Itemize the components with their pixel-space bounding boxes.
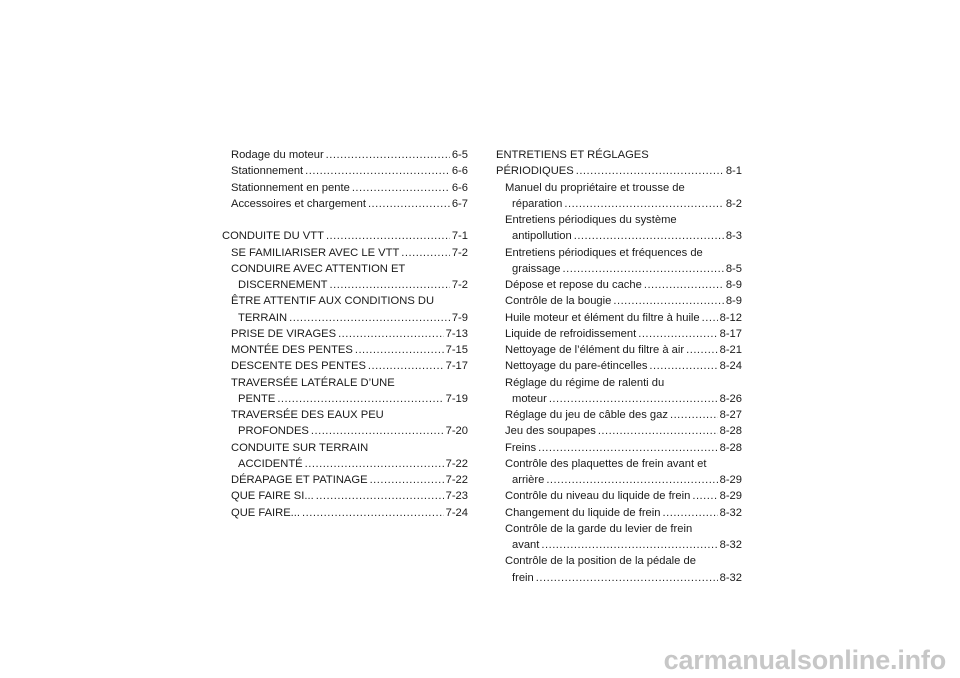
toc-leader-dots [541,537,717,553]
toc-entry[interactable] [496,521,742,537]
toc-entry[interactable] [222,326,468,342]
toc-entry-page: 8-9 [725,279,742,291]
toc-leader-dots [638,326,717,342]
toc-entry-title: PENTE [238,392,276,405]
toc-entry[interactable] [222,488,468,504]
toc-entry[interactable] [222,472,468,488]
toc-leader-dots [702,310,718,326]
toc-entry-title: Contrôle de la bougie [505,295,612,308]
toc-leader-dots [326,228,450,244]
toc-entry-title: Entretiens périodiques du système [505,214,677,226]
toc-entry[interactable] [496,456,742,472]
toc-entry-title: SE FAMILIARISER AVEC LE VTT [231,246,400,259]
toc-entry[interactable] [222,245,468,261]
toc-entry-title: PRISE DE VIRAGES [231,327,337,340]
toc-entry-title: CONDUIRE AVEC ATTENTION ET [231,262,406,275]
toc-entry-title: Huile moteur et élément du filtre à huile [505,311,700,324]
toc-entry[interactable] [222,505,468,521]
toc-entry-title: TRAVERSÉE DES EAUX PEU [231,409,384,421]
toc-leader-dots [316,488,444,504]
toc-entry-title: Réglage du régime de ralenti du [505,376,665,389]
toc-leader-dots [564,196,723,212]
toc-entry-title: Changement du liquide de frein [505,506,661,519]
toc-entry-title: Contrôle de la garde du levier de frein [505,522,693,535]
toc-column-left [222,147,468,521]
toc-entry[interactable] [222,342,468,358]
toc-leader-dots [330,277,450,293]
toc-entry-page: 8-27 [719,409,742,421]
toc-leader-dots [598,423,718,439]
toc-entry-title: CONDUITE SUR TERRAIN [231,441,369,454]
toc-leader-dots [546,472,717,488]
toc-entry-title: MONTÉE DES PENTES [231,344,353,356]
toc-leader-dots [289,310,450,326]
toc-entry-title: Stationnement en pente [231,181,350,194]
toc-leader-dots [670,407,718,423]
toc-leader-dots [355,342,444,358]
toc-entry[interactable] [496,147,742,163]
toc-leader-dots [401,245,450,261]
toc-entry-page: 8-29 [719,490,742,503]
toc-leader-dots [311,423,444,439]
toc-leader-dots [368,358,444,374]
toc-entry-title: Contrôle des plaquettes de frein avant et [505,457,707,470]
toc-entry[interactable] [222,228,468,244]
toc-entry[interactable] [496,537,742,553]
toc-entry-title: ENTRETIENS ET RÉGLAGES [496,149,649,161]
toc-entry[interactable] [496,310,742,326]
toc-entry-page: 8-28 [719,441,742,454]
toc-entry-title: antipollution [512,230,572,243]
toc-entry[interactable] [496,261,742,277]
toc-leader-dots [649,358,717,374]
toc-entry-page: 8-3 [725,230,742,243]
toc-entry-title: QUE FAIRE SI... [231,490,314,503]
toc-leader-dots [538,440,718,456]
toc-entry-title: Nettoyage du pare-étincelles [505,360,648,373]
toc-entry-page: 7-22 [445,457,468,470]
toc-entry-page: 7-17 [445,360,468,373]
toc-entry-page: 8-21 [719,344,742,356]
toc-entry-title: Nettoyage de l’élément du filtre à air [505,344,685,356]
toc-entry-page: 8-26 [719,392,742,405]
toc-entry[interactable] [222,391,468,407]
toc-entry-title: avant [512,539,540,551]
toc-leader-dots [370,472,444,488]
toc-entry[interactable] [496,375,742,391]
toc-entry-page: 6-6 [451,165,468,178]
toc-entry[interactable] [222,358,468,374]
toc-leader-dots [536,570,718,586]
toc-entry[interactable] [496,423,742,439]
toc-entry-page: 8-24 [719,360,742,373]
toc-spacer [222,212,468,228]
toc-leader-dots [302,505,444,521]
toc-entry-title: frein [512,571,534,584]
watermark-text: carmanualsonline.info [663,645,946,675]
toc-entry[interactable] [496,488,742,504]
toc-leader-dots [305,163,450,179]
toc-entry-page: 8-32 [719,571,742,584]
toc-entry-title: Contrôle de la position de la pédale de [505,555,696,568]
toc-entry-page: 6-5 [451,149,468,161]
toc-entry-title: Contrôle du niveau du liquide de frein [505,490,691,503]
toc-entry[interactable] [222,423,468,439]
toc-entry-title: Entretiens périodiques et fréquences de [505,246,703,259]
toc-entry-page: 7-1 [451,230,468,243]
toc-entry[interactable] [496,326,742,342]
toc-entry-page: 8-12 [719,311,742,324]
toc-entry-page: 6-7 [451,197,468,210]
toc-entry[interactable] [222,147,468,163]
toc-entry-title: Réglage du jeu de câble des gaz [505,409,668,421]
toc-entry[interactable] [496,277,742,293]
toc-entry-page: 7-20 [445,425,468,438]
toc-entry[interactable] [222,196,468,212]
toc-entry-page: 8-17 [719,327,742,340]
toc-column-right [496,147,742,586]
toc-entry[interactable] [496,228,742,244]
toc-entry-page: 8-1 [725,165,742,178]
toc-entry[interactable] [496,245,742,261]
toc-leader-dots [613,293,723,309]
toc-entry[interactable] [222,277,468,293]
toc-entry-page: 7-19 [445,392,468,405]
toc-entry[interactable] [496,358,742,374]
toc-entry[interactable] [222,456,468,472]
toc-entry-title: moteur [512,392,547,405]
toc-entry-page: 8-32 [719,506,742,519]
toc-entry[interactable] [222,310,468,326]
toc-leader-dots [686,342,717,358]
toc-entry-title: Liquide de refroidissement [505,327,637,340]
toc-leader-dots [663,505,718,521]
toc-entry[interactable] [222,163,468,179]
toc-entry-title: DÉRAPAGE ET PATINAGE [231,474,368,486]
toc-entry[interactable] [496,407,742,423]
toc-entry-title: DESCENTE DES PENTES [231,360,366,373]
toc-entry-page: 8-5 [725,262,742,275]
toc-leader-dots [692,488,717,504]
toc-leader-dots [338,326,444,342]
toc-entry-title: PROFONDES [238,425,309,438]
toc-entry[interactable] [496,440,742,456]
toc-leader-dots [277,391,443,407]
toc-entry-page: 7-24 [445,506,468,519]
toc-entry[interactable] [496,570,742,586]
toc-entry[interactable] [496,212,742,228]
toc-entry-title: TERRAIN [238,311,288,324]
toc-entry[interactable] [496,505,742,521]
toc-entry-title: Rodage du moteur [231,149,324,161]
toc-entry-page: 7-2 [451,279,468,291]
toc-leader-dots [326,147,450,163]
toc-entry-title: réparation [512,197,563,210]
toc-entry-title: Dépose et repose du cache [505,279,642,291]
toc-entry-title: ACCIDENTÉ [238,457,303,470]
toc-leader-dots [574,228,724,244]
toc-leader-dots [563,261,724,277]
toc-entry[interactable] [222,407,468,423]
toc-entry-title: Accessoires et chargement [231,197,366,210]
toc-entry-title: DISCERNEMENT [238,279,328,291]
toc-leader-dots [352,180,450,196]
toc-entry-page: 8-2 [725,197,742,210]
toc-leader-dots [549,391,718,407]
toc-entry-title: arrière [512,474,545,486]
toc-entry[interactable] [496,293,742,309]
toc-entry-page: 8-29 [719,474,742,486]
toc-entry-page: 7-9 [451,311,468,324]
toc-entry[interactable] [222,180,468,196]
toc-entry-page: 8-9 [725,295,742,308]
toc-entry-title: Jeu des soupapes [505,425,596,438]
toc-leader-dots [305,456,444,472]
toc-entry[interactable] [496,342,742,358]
toc-entry[interactable] [496,391,742,407]
toc-entry-title: CONDUITE DU VTT [222,230,324,243]
toc-entry-title: TRAVERSÉE LATÉRALE D’UNE [231,376,395,389]
toc-entry-page: 8-28 [719,425,742,438]
toc-entry[interactable] [222,375,468,391]
toc-entry-page: 7-23 [445,490,468,503]
toc-entry-page: 7-15 [445,344,468,356]
toc-entry-title: PÉRIODIQUES [496,165,574,178]
toc-entry-page: 7-22 [445,474,468,486]
toc-entry-title: ÊTRE ATTENTIF AUX CONDITIONS DU [231,295,435,308]
toc-entry-page: 7-2 [451,246,468,259]
toc-entry-page: 8-32 [719,539,742,551]
toc-entry-title: Freins [505,441,537,454]
toc-entry[interactable] [496,163,742,179]
toc-entry[interactable] [496,196,742,212]
toc-leader-dots [576,163,724,179]
toc-entry-title: graissage [512,262,561,275]
toc-entry[interactable] [222,293,468,309]
toc-entry-title: Manuel du propriétaire et trousse de [505,181,685,194]
toc-entry[interactable] [496,553,742,569]
toc-entry-page: 6-6 [451,181,468,194]
toc-entry[interactable] [222,440,468,456]
toc-entry-page: 7-13 [445,327,468,340]
toc-entry-title: QUE FAIRE... [231,506,301,519]
toc-entry[interactable] [222,261,468,277]
toc-entry[interactable] [496,472,742,488]
toc-entry-title: Stationnement [231,165,304,178]
toc-entry[interactable] [496,180,742,196]
toc-leader-dots [644,277,724,293]
toc-leader-dots [368,196,450,212]
